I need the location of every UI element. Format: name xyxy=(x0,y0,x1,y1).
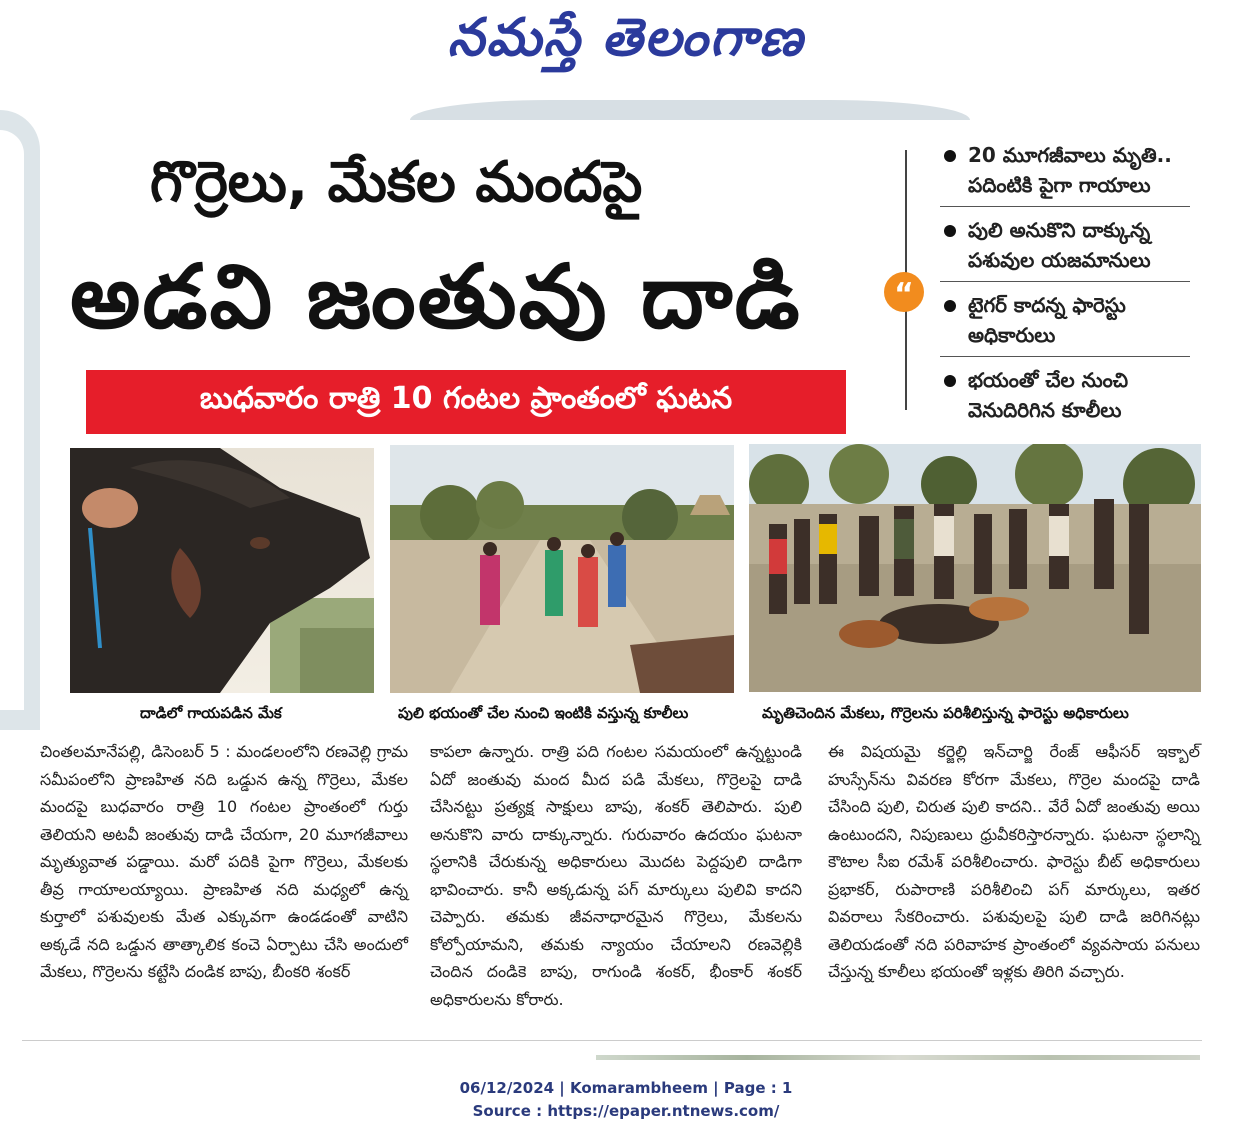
headline-line1: గొర్రెలు, మేకల మందపై xyxy=(150,150,643,215)
workers-photo-illustration xyxy=(390,445,734,693)
footer-rule xyxy=(22,1040,1202,1041)
bullet-icon xyxy=(944,300,956,312)
bullet-icon xyxy=(944,150,956,162)
footer-source: Source : https://epaper.ntnews.com/ xyxy=(472,1102,780,1120)
decorative-arc xyxy=(410,100,970,140)
article-column-3: ఈ విషయమై కర్జెల్లి ఇన్‌చార్జి రేంజ్ ఆఫీసర్ ఇక్బాల్ హుస్సేన్‌ను వివరణ కోరగా మేకలు, గొర్రెల మందపై దాడి చేసింది పులి, చిరుత పులి కాదని.. వేరే ఏదో జంతువు అయి ఉంటుందని, నిపుణులు ధ్రువీకరిస్తారన్నారు. ఘటనా స్థలాన్ని కౌటాల సీఐ రమేశ్ పరిశీలించారు. ఫారెస్టు బీట్ అధికారులు ప్రభాకర్, రుపారాణి పరిశీలించి పగ్ మార్కులు, ఇతర వివరాలు సేకరించారు. పశువులపై పులి దాడి జరిగినట్లు తెలియడంతో నది పరివాహక ప్రాంతంలో వ్యవసాయ పనులు చేస్తున్న కూలీలు భయంతో ఇళ్లకు తిరిగి వచ్చారు. xyxy=(828,742,1200,981)
decorative-left-band-inner xyxy=(0,130,24,710)
masthead xyxy=(0,0,1252,80)
masthead-logo: నమస్తే తెలంగాణ xyxy=(447,8,805,68)
highlight-item: టైగర్ కాదన్న ఫారెస్టు అధికారులు xyxy=(940,290,1190,357)
photo-officials-inspecting xyxy=(749,444,1201,692)
officials-photo-illustration xyxy=(749,444,1201,692)
subhead-banner xyxy=(86,370,846,434)
photo-injured-goat xyxy=(70,448,374,693)
highlight-item: భయంతో చేల నుంచి వెనుదిరిగిన కూలీలు xyxy=(940,365,1190,431)
bullet-icon xyxy=(944,375,956,387)
headline-line2: అడవి జంతువు దాడి xyxy=(70,245,802,348)
highlight-item: పులి అనుకొని దాక్కున్న పశువుల యజమానులు xyxy=(940,215,1190,282)
footer-date-edition: 06/12/2024 | Komarambheem | Page : 1 xyxy=(459,1079,793,1097)
caption-officials-inspecting: మృతిచెందిన మేకలు, గొర్రెలను పరిశీలిస్తున్న ఫారెస్టు అధికారులు xyxy=(762,704,1129,722)
bullet-icon xyxy=(944,225,956,237)
highlight-item: 20 మూగజీవాలు మృతి.. పదింటికి పైగా గాయాలు xyxy=(940,140,1190,207)
article-column-1: చింతలమానేపల్లి, డిసెంబర్ 5 : మండలంలోని రణవెల్లి గ్రామ సమీపంలోని ప్రాణహిత నది ఒడ్డున ఉన్న గొర్రెలు, మేకల మందపై బుధవారం రాత్రి 10 గంటల ప్రాంతంలో గుర్తు తెలియని అటవీ జంతువు దాడి చేయగా, 20 మూగజీవాలు మృత్యువాత పడ్డాయి. మరో పదికి పైగా గొర్రెలు, మేకలకు తీవ్ర గాయాలయ్యాయి. ప్రాణహిత నది మధ్యలో ఉన్న కుర్తాలో పశువులకు మేత ఎక్కువగా ఉండడంతో వాటిని అక్కడే నది ఒడ్డున తాత్కాలిక కంచె ఏర్పాటు చేసి అందులో మేకలు, గొర్రెలను కట్టేసి దండిక బాపు, బీంకరి శంకర్ xyxy=(40,742,408,981)
quote-icon: “ xyxy=(884,272,924,312)
caption-injured-goat: దాడిలో గాయపడిన మేక xyxy=(140,704,282,722)
goat-photo-illustration xyxy=(70,448,374,693)
photo-strip xyxy=(596,1055,1200,1060)
article-column-2: కాపలా ఉన్నారు. రాత్రి పది గంటల సమయంలో ఉన్నట్టుండి ఏదో జంతువు మంద మీద పడి మేకలు, గొర్రెలపై దాడి చేసినట్టు ప్రత్యక్ష సాక్షులు బాపు, శంకర్ తెలిపారు. పులి అనుకొని వారు దాక్కున్నారు. గురువారం ఉదయం ఘటనా స్థలానికి చేరుకున్న అధికారులు మొదట పెద్దపులి దాడిగా భావించారు. కానీ అక్కడున్న పగ్ మార్కులు పులివి కాదని చెప్పారు. తమకు జీవనాధారమైన గొర్రెలు, మేకలను కోల్పోయామని, తమకు న్యాయం చేయాలని రణవెల్లికి చెందిన దండికె బాపు, రాగుండి శంకర్, భీంకార్ శంకర్ అధికారులను కోరారు. xyxy=(430,742,802,1009)
photo-workers-walking xyxy=(390,445,734,693)
subhead-text: బుధవారం రాత్రి 10 గంటల ప్రాంతంలో ఘటన xyxy=(199,381,733,416)
highlights-list xyxy=(940,140,1190,439)
caption-workers-walking: పులి భయంతో చేల నుంచి ఇంటికి వస్తున్న కూలీలు xyxy=(398,704,689,722)
